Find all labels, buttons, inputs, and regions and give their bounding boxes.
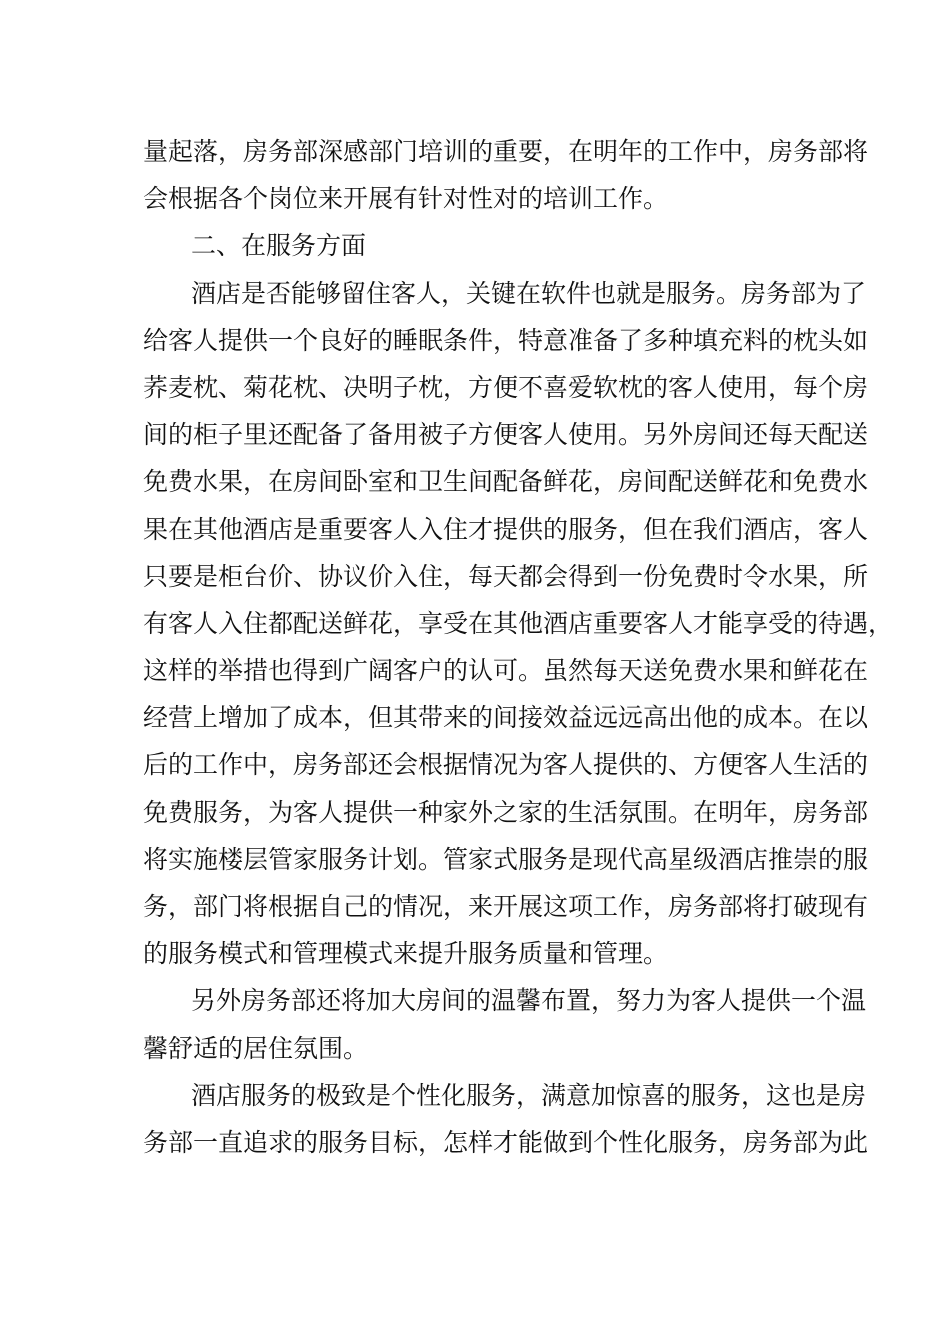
paragraph-first-line: 酒店是否能够留住客人，关键在软件也就是服务。房务部为了 — [191, 278, 867, 308]
text-line: 将实施楼层管家服务计划。管家式服务是现代高星级酒店推崇的服 — [143, 844, 869, 874]
text-line: 会根据各个岗位来开展有针对性对的培训工作。 — [143, 184, 669, 214]
text-line: 荞麦枕、菊花枕、决明子枕，方便不喜爱软枕的客人使用，每个房 — [143, 372, 869, 402]
text-line: 有客人入住都配送鲜花，享受在其他酒店重要客人才能享受的待遇， — [143, 608, 894, 638]
text-line: 馨舒适的居住氛围。 — [143, 1033, 369, 1063]
text-line: 的服务模式和管理模式来提升服务质量和管理。 — [143, 939, 669, 969]
text-line: 间的柜子里还配备了备用被子方便客人使用。另外房间还每天配送 — [143, 420, 869, 450]
paragraph-first-line: 酒店服务的极致是个性化服务，满意加惊喜的服务，这也是房 — [191, 1080, 867, 1110]
text-line: 经营上增加了成本，但其带来的间接效益远远高出他的成本。在以 — [143, 703, 869, 733]
text-line: 给客人提供一个良好的睡眠条件，特意准备了多种填充料的枕头如 — [143, 325, 869, 355]
text-line: 量起落，房务部深感部门培训的重要，在明年的工作中，房务部将 — [143, 137, 869, 166]
text-line: 这样的举措也得到广阔客户的认可。虽然每天送免费水果和鲜花在 — [143, 656, 869, 686]
text-line: 果在其他酒店是重要客人入住才提供的服务，但在我们酒店，客人 — [143, 514, 869, 544]
text-line: 免费水果，在房间卧室和卫生间配备鲜花，房间配送鲜花和免费水 — [143, 467, 869, 497]
document-body — [143, 128, 894, 1166]
text-line: 只要是柜台价、协议价入住，每天都会得到一份免费时令水果，所 — [143, 561, 869, 591]
text-line: 后的工作中，房务部还会根据情况为客人提供的、方便客人生活的 — [143, 750, 869, 780]
text-line: 务部一直追求的服务目标，怎样才能做到个性化服务，房务部为此 — [143, 1127, 869, 1157]
text-line: 务，部门将根据自己的情况，来开展这项工作，房务部将打破现有 — [143, 892, 869, 921]
text-line: 免费服务，为客人提供一种家外之家的生活氛围。在明年，房务部 — [143, 797, 869, 827]
paragraph-first-line: 另外房务部还将加大房间的温馨布置，努力为客人提供一个温 — [191, 986, 867, 1016]
paragraph-first-line: 二、在服务方面 — [191, 231, 367, 261]
